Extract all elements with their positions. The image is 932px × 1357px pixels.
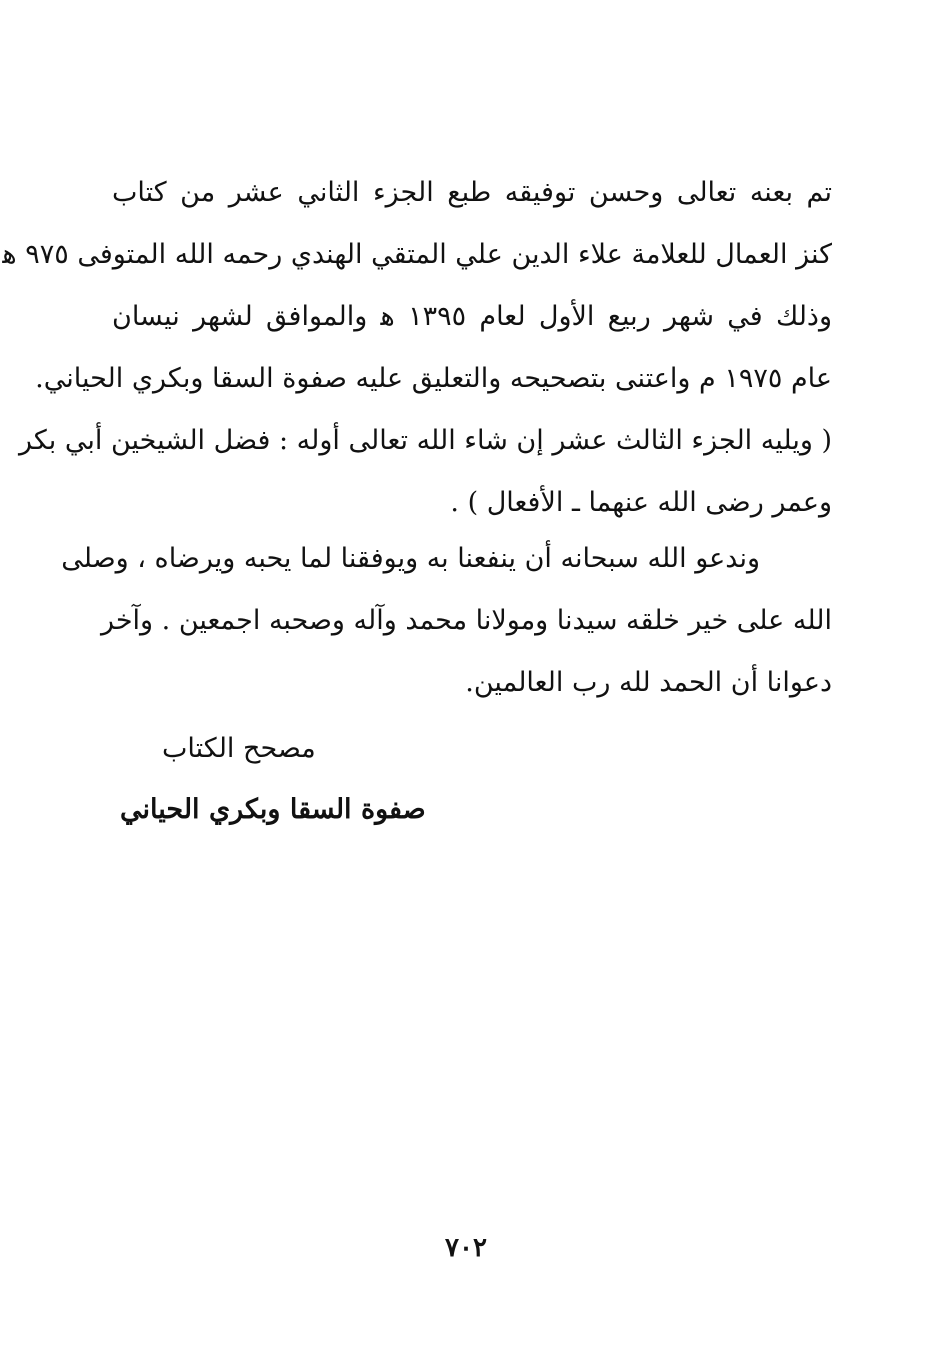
colophon-paragraph [2,162,832,534]
colophon-line-5: ( ويليه الجزء الثالث عشر إن شاء الله تعالى أوله : فضل الشيخين أبي بكر [18,425,832,456]
colophon-line-4: عام ١٩٧٥ م واعتنى بتصحيحه والتعليق عليه صفوة السقا وبكري الحياني. [35,363,832,394]
signature-label: مصحح الكتاب [162,733,316,764]
signature-name: صفوة السقا وبكري الحياني [120,794,426,825]
colophon-line-6: وعمر رضى الله عنهما ـ الأفعال ) . [450,487,832,518]
page-number: ٧٠٢ [445,1233,487,1263]
colophon-line-2: كنز العمال للعلامة علاء الدين علي المتقي الهندي رحمه الله المتوفى ٩٧٥ ﻫ [2,239,832,270]
prayer-line-2: الله على خير خلقه سيدنا ومولانا محمد وآله وصحبه اجمعين . وآخر [100,605,832,636]
colophon-line-1: تم بعنه تعالى وحسن توفيقه طبع الجزء الثاني عشر من كتاب [112,177,832,208]
colophon-line-3: وذلك في شهر ربيع الأول لعام ١٣٩٥ ﻫ والموافق لشهر نيسان [112,301,832,332]
prayer-line-3: دعوانا أن الحمد لله رب العالمين. [465,667,832,698]
prayer-paragraph [61,528,832,714]
prayer-line-1: وندعو الله سبحانه أن ينفعنا به ويوفقنا لما يحبه ويرضاه ، وصلى [61,543,760,574]
